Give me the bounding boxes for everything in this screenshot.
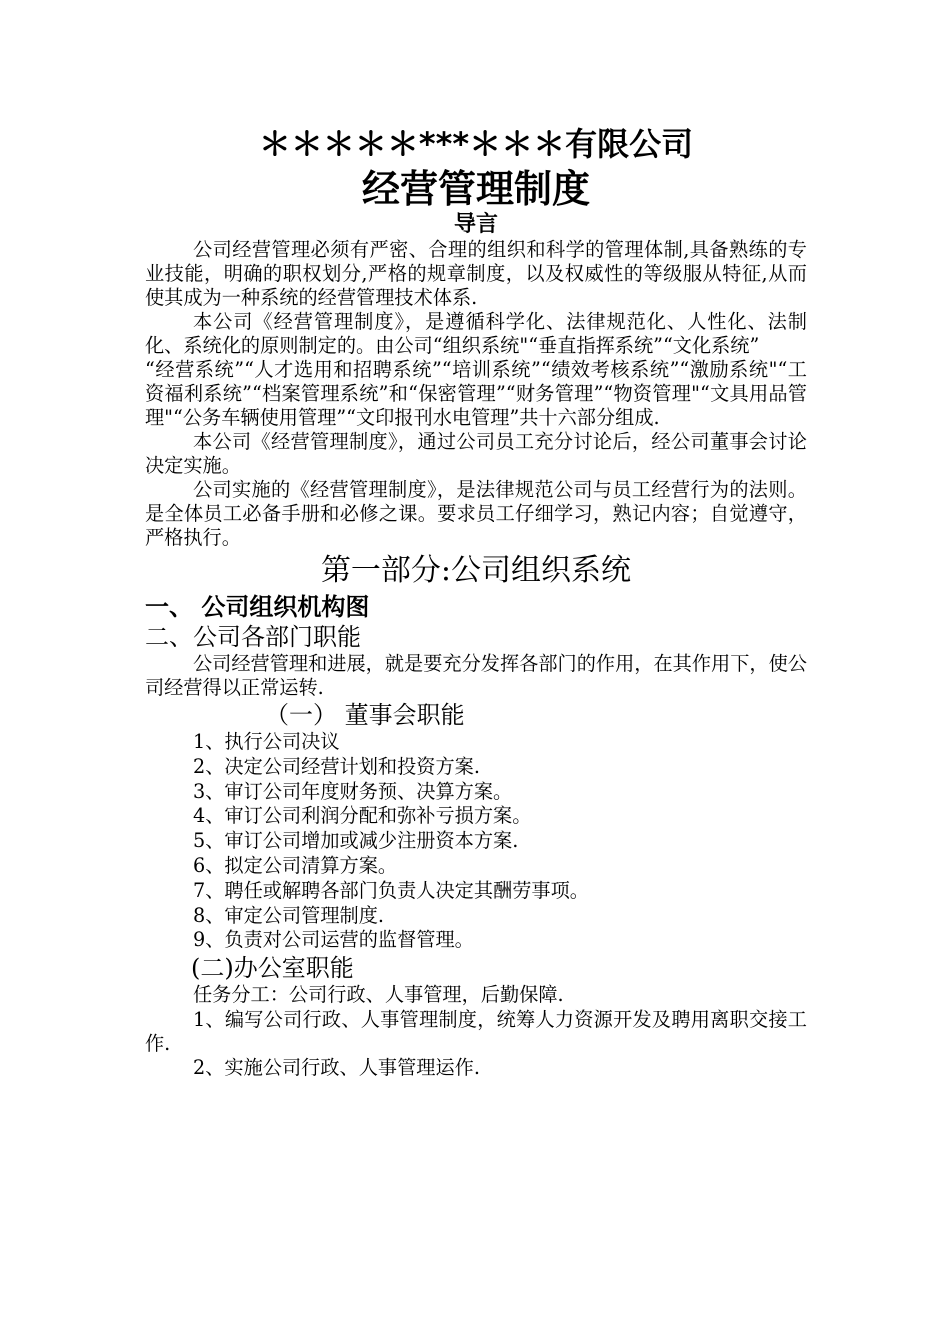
intro-paragraph-4: 本公司《经营管理制度》，通过公司员工充分讨论后，经公司董事会讨论决定实施。: [145, 430, 807, 477]
intro-paragraph-2: 本公司《经营管理制度》，是遵循科学化、法律规范化、人性化、法制化、系统化的原则制定的。由公司“组织系统"“垂直指挥系统”“文化系统”: [145, 310, 807, 357]
list-item: 7、聘任或解聘各部门负责人决定其酬劳事项。: [193, 878, 589, 902]
list-item: 4、审订公司利润分配和弥补亏损方案。: [193, 804, 532, 828]
list-item: 3、审订公司年度财务预、决算方案。: [193, 779, 513, 803]
intro-paragraph-1: 公司经营管理必须有严密、合理的组织和科学的管理体制,具备熟练的专业技能，明确的职权划分,严格的规章制度，以及权威性的等级服从特征,从而使其成为一种系统的经营管理技术体系.: [145, 238, 807, 309]
part-one-title: 第一部分:公司组织系统: [320, 553, 632, 588]
department-duties-paragraph: 公司经营管理和进展，就是要充分发挥各部门的作用，在其作用下，使公司经营得以正常运转.: [145, 652, 807, 699]
office-item-2: 2、实施公司行政、人事管理运作.: [193, 1055, 480, 1079]
list-item: 9、负责对公司运营的监督管理。: [193, 928, 474, 952]
office-item-1: 1、编写公司行政、人事管理制度，统筹人力资源开发及聘用离职交接工作.: [145, 1007, 807, 1055]
list-item: 8、审定公司管理制度.: [193, 903, 384, 927]
intro-paragraph-3: “经营系统”“人才选用和招聘系统”“培训系统”“绩效考核系统”“激励系统"“工资福利系统”“档案管理系统”和“保密管理”“财务管理”“物资管理"“文具用品管理"“公务车辆使用管理”“文印报刊水电管理”共十六部分组成.: [145, 358, 807, 429]
document-body: [145, 122, 807, 1081]
section-org-chart-heading: 一、 公司组织机构图: [145, 593, 370, 621]
document-title: 经营管理制度: [361, 167, 590, 211]
list-item: 2、决定公司经营计划和投资方案.: [193, 754, 480, 778]
list-item: 5、审订公司增加或减少注册资本方案.: [193, 829, 519, 853]
board-duties-heading: （一） 董事会职能: [265, 701, 465, 729]
list-item: 6、拟定公司清算方案。: [193, 853, 398, 877]
board-duties-list: [145, 730, 807, 953]
list-item: 1、执行公司决议: [193, 730, 340, 753]
office-duties-heading: (二)办公室职能: [191, 954, 354, 983]
company-name: ＊＊＊＊＊***＊＊＊有限公司: [258, 125, 694, 163]
intro-paragraph-5: 公司实施的《经营管理制度》，是法律规范公司与员工经营行为的法则。是全体员工必备手册和必修之课。要求员工仔细学习，熟记内容；自觉遵守，严格执行。: [145, 478, 807, 549]
section-department-duties-heading: 二、公司各部门职能: [145, 623, 361, 651]
office-task-line: 任务分工：公司行政、人事管理，后勤保障.: [193, 983, 564, 1007]
intro-heading: 导言: [453, 212, 498, 237]
